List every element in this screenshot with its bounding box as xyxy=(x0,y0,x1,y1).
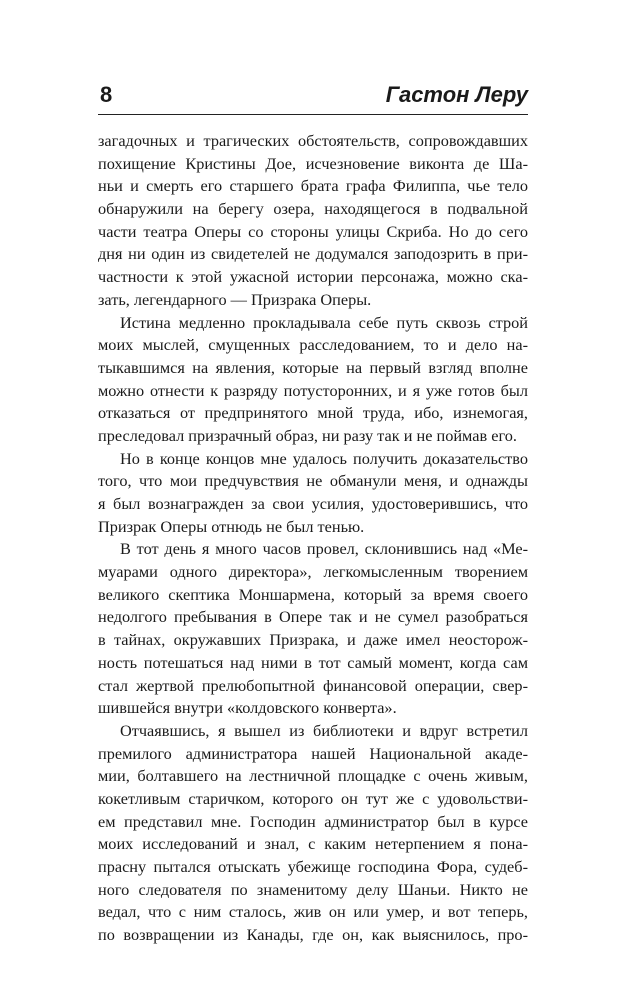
text-line: премилого администратора нашей Национальной акаде- xyxy=(98,743,528,763)
text-line: по возвращении из Канады, где он, как выяснилось, про- xyxy=(98,925,528,945)
text-line: дня ни один из свидетелей не додумался заподозрить в при- xyxy=(98,244,528,264)
text-line: стал жертвой прелюбопытной финансовой операции, свер- xyxy=(98,675,528,695)
text-line: части театра Оперы со стороны улицы Скриба. Но до сего xyxy=(98,221,528,241)
text-line: кокетливым старичком, которого он тут же с удовольстви- xyxy=(98,788,528,808)
text-body xyxy=(98,130,528,947)
paragraph xyxy=(98,312,528,448)
text-line: шившейся внутри «колдовского конверта». xyxy=(98,698,397,718)
text-line: можно отнести к разряду потусторонних, и я уже готов был xyxy=(98,380,528,400)
paragraph xyxy=(98,720,528,947)
paragraph xyxy=(98,130,528,312)
text-line: Отчаявшись, я вышел из библиотеки и вдруг встретил xyxy=(120,720,528,740)
text-line: В тот день я много часов провел, склонившись над «Ме- xyxy=(120,539,528,559)
page-number: 8 xyxy=(100,82,113,107)
text-line: отказаться от предпринятого мной труда, ибо, изнемогая, xyxy=(98,403,528,423)
text-line: похищение Кристины Дое, исчезновение виконта де Ша- xyxy=(98,153,528,173)
text-line: преследовал призрачный образ, ни разу так и не поймав его. xyxy=(98,425,517,445)
running-head: Гастон Леру xyxy=(385,82,528,107)
text-line: в тайнах, окружавших Призрака, и даже имел неосторож- xyxy=(98,630,528,650)
text-line: я был вознагражден за свои усилия, удостоверившись, что xyxy=(98,494,528,513)
text-line: ного следователя по знаменитому делу Шаньи. Никто не xyxy=(98,879,528,899)
text-line: муарами одного директора», легкомысленным творением xyxy=(98,562,528,582)
text-line: великого скептика Моншармена, который за время своего xyxy=(98,584,528,604)
text-line: моих исследований и знал, с каким нетерпением я пона- xyxy=(98,834,528,854)
text-line: ем представил мне. Господин администратор был в курсе xyxy=(98,811,528,831)
paragraph xyxy=(98,538,528,720)
text-line: ность потешаться над ними в тот самый момент, когда сам xyxy=(98,652,528,672)
page-header xyxy=(98,82,528,115)
text-line: Истина медленно прокладывала себе путь сквозь строй xyxy=(120,312,528,332)
text-line: прасну пытался отыскать убежище господина Фора, судеб- xyxy=(98,857,528,876)
paragraph xyxy=(98,448,528,539)
text-line: моих мыслей, смущенных расследованием, то и дело на- xyxy=(98,335,528,355)
text-line: загадочных и трагических обстоятельств, сопровождавших xyxy=(98,131,528,150)
text-line: ведал, что с ним сталось, жив он или умер, и вот теперь, xyxy=(98,902,528,922)
text-line: Но в конце концов мне удалось получить доказательство xyxy=(120,448,528,468)
text-line: тыкавшимся на явления, которые на первый взгляд вполне xyxy=(98,357,528,377)
text-line: ньи и смерть его старшего брата графа Филиппа, чье тело xyxy=(98,176,528,196)
text-line: того, что мои предчувствия не обманули меня, и однажды xyxy=(98,471,528,491)
text-line: частности к этой ужасной истории персонажа, можно ска- xyxy=(98,267,528,287)
text-line: мии, болтавшего на лестничной площадке с очень живым, xyxy=(98,766,528,786)
text-line: обнаружили на берегу озера, находящегося в подвальной xyxy=(98,199,528,219)
text-line: недолгого пребывания в Опере так и не сумел разобраться xyxy=(98,607,528,627)
text-line: Призрак Оперы отнюдь не был тенью. xyxy=(98,516,365,536)
text-line: зать, легендарного — Призрака Оперы. xyxy=(98,289,372,309)
